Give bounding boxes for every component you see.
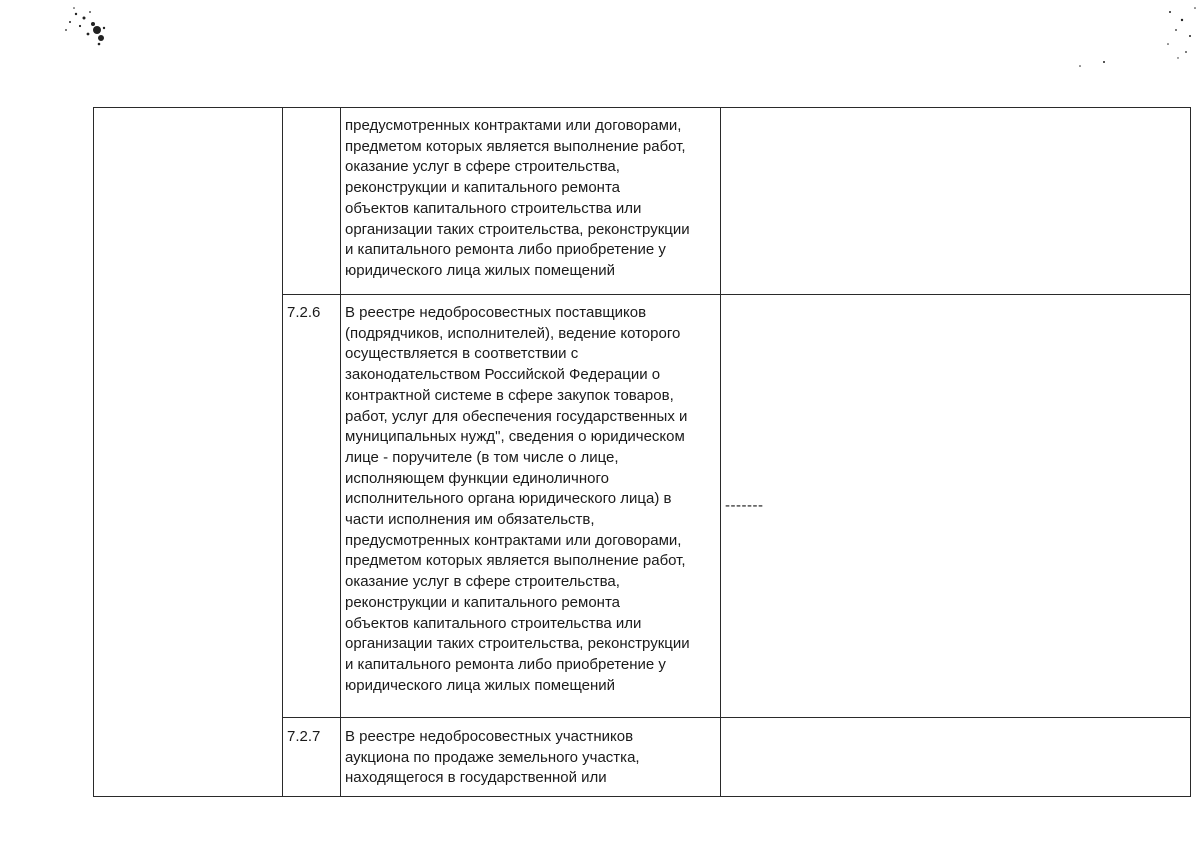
text-line: находящегося в государственной или	[345, 769, 607, 787]
text-line: предусмотренных контрактами или договорами,	[345, 117, 682, 134]
text-line: исполнительного органа юридического лица) в	[345, 490, 672, 508]
document-table	[93, 107, 1191, 797]
row-number: 7.2.6	[287, 304, 321, 321]
text-line: части исполнения им обязательств,	[345, 511, 595, 529]
row-value: -------	[725, 497, 764, 514]
text-line: В реестре недобросовестных поставщиков	[345, 304, 647, 321]
text-line: предметом которых является выполнение работ,	[345, 552, 686, 570]
row-divider	[282, 717, 1190, 718]
text-line: реконструкции и капитального ремонта	[345, 179, 621, 197]
text-line: юридического лица жилых помещений	[345, 676, 616, 694]
table-row-text	[345, 727, 640, 789]
text-line: предусмотренных контрактами или договорами,	[345, 531, 682, 549]
text-line: организации таких строительства, реконструкции	[345, 220, 690, 238]
text-line: предметом которых является выполнение работ,	[345, 137, 686, 155]
text-line: законодательством Российской Федерации о	[345, 366, 661, 384]
text-line: и капитального ремонта либо приобретение у	[345, 655, 666, 673]
text-line: муниципальных нужд", сведения о юридическом	[345, 428, 685, 446]
text-line: реконструкции и капитального ремонта	[345, 593, 621, 611]
text-line: объектов капитального строительства или	[345, 199, 642, 217]
column-divider	[340, 108, 341, 796]
table-row-text	[345, 303, 690, 696]
text-line: аукциона по продаже земельного участка,	[345, 748, 640, 766]
text-line: В реестре недобросовестных участников	[345, 728, 634, 745]
table-row-text	[345, 116, 690, 282]
text-line: оказание услуг в сфере строительства,	[345, 158, 620, 176]
text-line: (подрядчиков, исполнителей), ведение которого	[345, 324, 681, 342]
text-line: работ, услуг для обеспечения государственных и	[345, 407, 688, 425]
row-number: 7.2.7	[287, 728, 321, 745]
text-line: контрактной системе в сфере закупок товаров,	[345, 386, 674, 404]
text-line: и капитального ремонта либо приобретение у	[345, 241, 666, 259]
text-line: исполняющем функции единоличного	[345, 469, 609, 487]
text-line: юридического лица жилых помещений	[345, 261, 616, 279]
column-divider	[720, 108, 721, 796]
text-line: оказание услуг в сфере строительства,	[345, 573, 620, 591]
text-line: лице - поручителе (в том числе о лице,	[345, 448, 619, 466]
row-divider	[282, 294, 1190, 295]
text-line: объектов капитального строительства или	[345, 614, 642, 632]
text-line: организации таких строительства, реконструкции	[345, 635, 690, 653]
text-line: осуществляется в соответствии с	[345, 345, 579, 363]
column-divider	[282, 108, 283, 796]
